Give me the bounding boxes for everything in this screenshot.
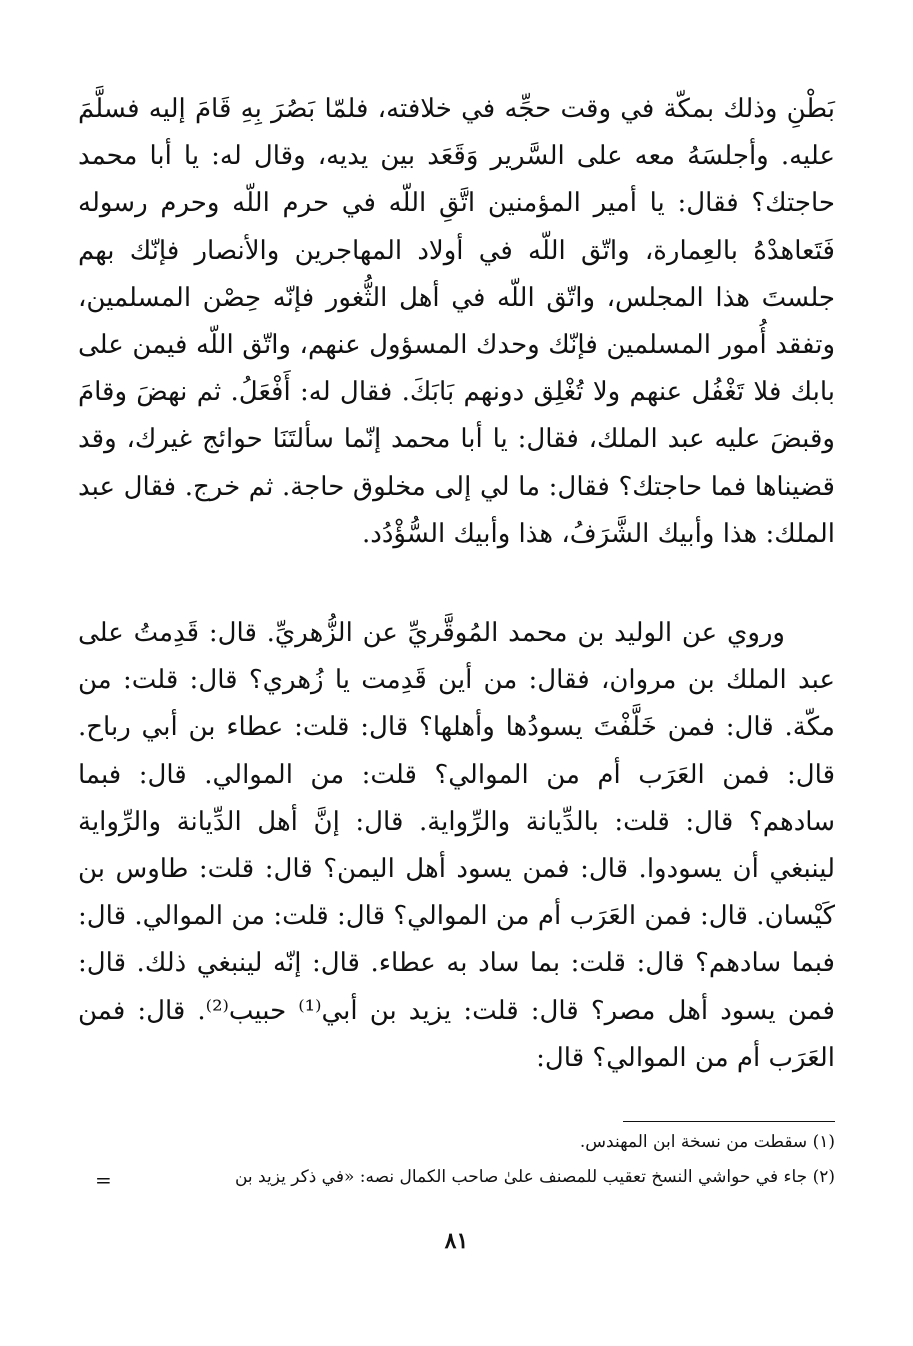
paragraph-1: بَطْنِ وذلك بمكّة في وقت حجِّه في خلافته، فلمّا بَصُرَ بِهِ قَامَ إليه فسلَّمَ عليه. وأجلسَهُ معه على السَّرير وَقَعَد بين يديه، وقال له: يا أبا محمد حاجتك؟ فقال: يا أمير المؤمنين اتَّقِ اللّه في حرم اللّه وحرم رسوله فَتَعاهدْهُ بالعِمارة، واتّق اللّه في أولاد المهاجرين والأنصار فإنّك بهم جلستَ هذا المجلس، واتّق اللّه في أهل الثُّغور فإنّه حِصْن المسلمين، وتفقد أُمور المسلمين فإنّك وحدك المسؤول عنهم، واتّق اللّه فيمن على بابك فلا تَغْفُل عنهم ولا تُغْلِق دونهم بَابَكَ. فقال له: أَفْعَلُ. ثم نهضَ وقامَ وقبضَ عليه عبد الملك، فقال: يا أبا محمد إنّما سألتَنَا حوائج غيرك، وقد قضيناها فما حاجتك؟ فقال: ما لي إلى مخلوق حاجة. ثم خرج. فقال عبد الملك: هذا وأبيك الشَّرَفُ، هذا وأبيك السُّؤْدُد. bbox=[78, 94, 835, 549]
footnote-separator bbox=[623, 1121, 835, 1122]
continuation-mark: = bbox=[95, 1168, 112, 1192]
footnote-2: (٢) جاء في حواشي النسخ تعقيب للمصنف علىٰ صاحب الكمال نصه: «في ذكر يزيد بن bbox=[234, 1167, 835, 1187]
footnote-1: (١) سقطت من نسخة ابن المهندس. bbox=[579, 1132, 835, 1152]
page-number: ٨١ bbox=[444, 1228, 469, 1254]
paragraph-2: وروي عن الوليد بن محمد المُوقَّريِّ عن الزُّهريِّ. قال: قَدِمتُ على عبد الملك بن مروان، فقال: من أين قَدِمت يا زُهري؟ قال: قلت: من مكّة. قال: فمن خَلَّفْتَ يسودُها وأهلها؟ قال: قلت: عطاء بن أبي رباح. قال: فمن العَرَب أم من الموالي؟ قلت: من الموالي. قال: فبما سادهم؟ قال: قلت: بالدِّيانة والرِّواية. قال: إنَّ أهل الدِّيانة والرِّواية لينبغي أن يسودوا. قال: فمن يسود أهل اليمن؟ قال: قلت: طاوس بن كَيْسان. قال: فمن العَرَب أم من الموالي؟ قال: قلت: من الموالي. قال: فبما سادهم؟ قال: قلت: بما ساد به عطاء. قال: إنّه لينبغي ذلك. قال: فمن يسود أهل مصر؟ قال: قلت: يزيد بن أبي⁽¹⁾ حبيب⁽²⁾. قال: فمن العَرَب أم من الموالي؟ قال: bbox=[78, 618, 835, 1073]
